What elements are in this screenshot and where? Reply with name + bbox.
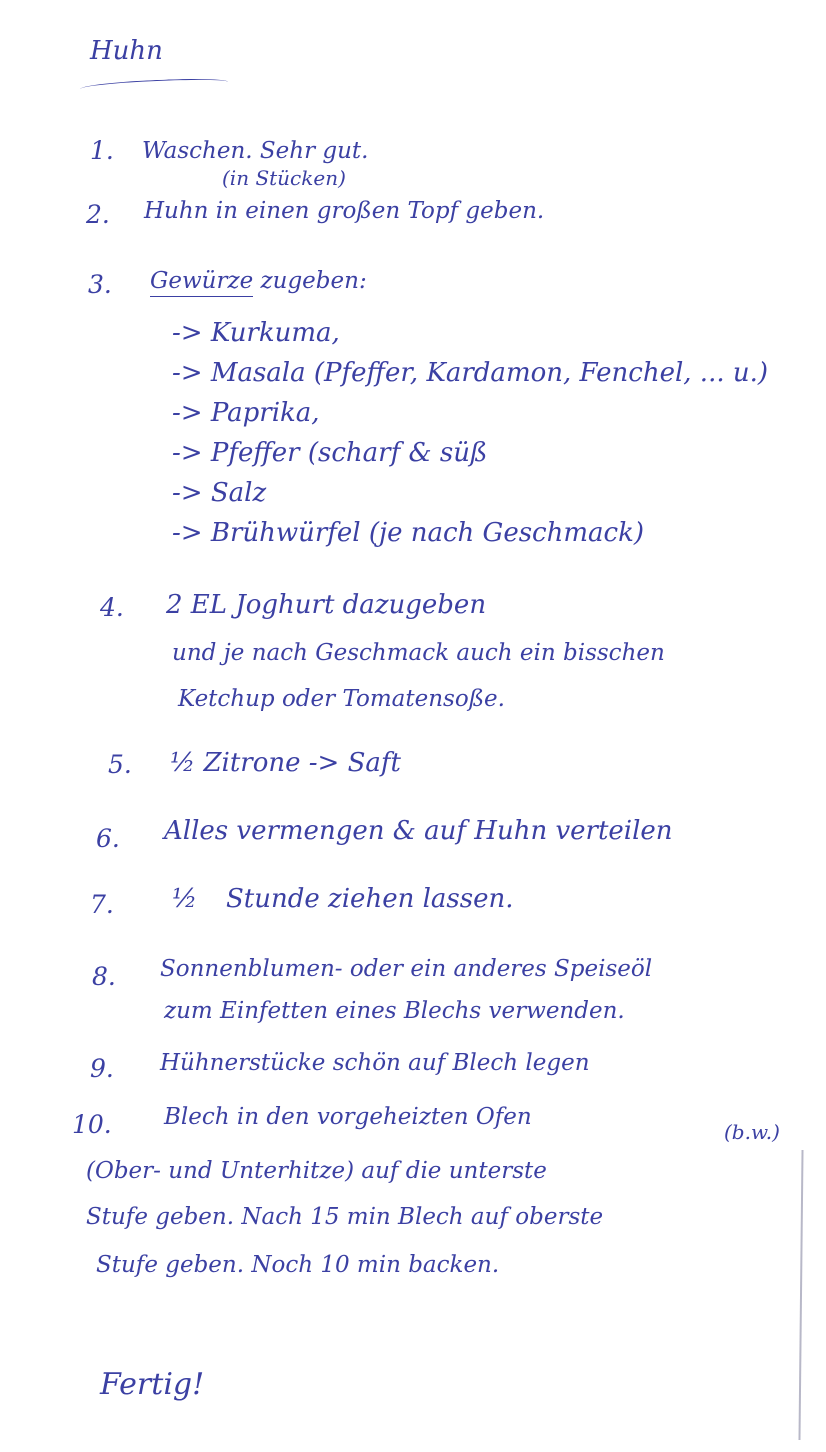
step-3-number: 3.	[88, 270, 112, 299]
step-5-number: 5.	[108, 750, 132, 779]
step-4-line: und je nach Geschmack auch ein bisschen	[172, 640, 665, 666]
step-7-number: 7.	[90, 890, 114, 919]
spice-item: -> Brühwürfel (je nach Geschmack)	[172, 518, 644, 548]
step-8-line: Sonnenblumen- oder ein anderes Speiseöl	[160, 956, 653, 982]
step-4-number: 4.	[100, 593, 124, 622]
title-underline	[80, 77, 228, 93]
spice-item: -> Kurkuma,	[172, 318, 340, 348]
step-8-line: zum Einfetten eines Blechs verwenden.	[164, 998, 625, 1024]
step-10-line: Stufe geben. Noch 10 min backen.	[96, 1252, 500, 1278]
step-6-text: Alles vermengen & auf Huhn verteilen	[164, 816, 673, 846]
step-7-fraction: ½	[172, 884, 198, 914]
step-7-text: Stunde ziehen lassen.	[226, 884, 514, 914]
step-4-line: 2 EL Joghurt dazugeben	[166, 590, 487, 620]
page-edge-line	[798, 1150, 803, 1440]
step-10-number: 10.	[72, 1110, 112, 1139]
step-3-heading-rest: zugeben:	[260, 268, 367, 294]
spice-item: -> Salz	[172, 478, 267, 508]
step-9-number: 9.	[90, 1054, 114, 1083]
step-8-number: 8.	[92, 962, 116, 991]
step-2-number: 2.	[86, 200, 110, 229]
step-5-text: ½ Zitrone -> Saft	[170, 748, 401, 778]
step-2-insert: (in Stücken)	[222, 166, 346, 190]
page-title: Huhn	[90, 36, 163, 66]
turn-over-note: (b.w.)	[724, 1120, 780, 1144]
step-10-line: Blech in den vorgeheizten Ofen	[164, 1104, 532, 1130]
step-6-number: 6.	[96, 824, 120, 853]
step-10-line: (Ober- und Unterhitze) auf die unterste	[86, 1158, 547, 1184]
step-3-heading-wrap	[150, 270, 367, 293]
step-4-line: Ketchup oder Tomatensoße.	[178, 686, 505, 712]
step-10-line: Stufe geben. Nach 15 min Blech auf oberste	[86, 1204, 604, 1230]
step-9-text: Hühnerstücke schön auf Blech legen	[160, 1050, 590, 1076]
step-2-text: Huhn in einen großen Topf geben.	[144, 198, 545, 224]
spice-item: -> Masala (Pfeffer, Kardamon, Fenchel, ... u.)	[172, 358, 769, 388]
ending-text: Fertig!	[100, 1367, 205, 1402]
step-3-heading: Gewürze	[150, 268, 253, 297]
step-1-number: 1.	[90, 136, 114, 165]
spice-item: -> Paprika,	[172, 398, 320, 428]
step-1-text: Waschen. Sehr gut.	[142, 138, 369, 164]
spice-item: -> Pfeffer (scharf & süß	[172, 438, 488, 468]
